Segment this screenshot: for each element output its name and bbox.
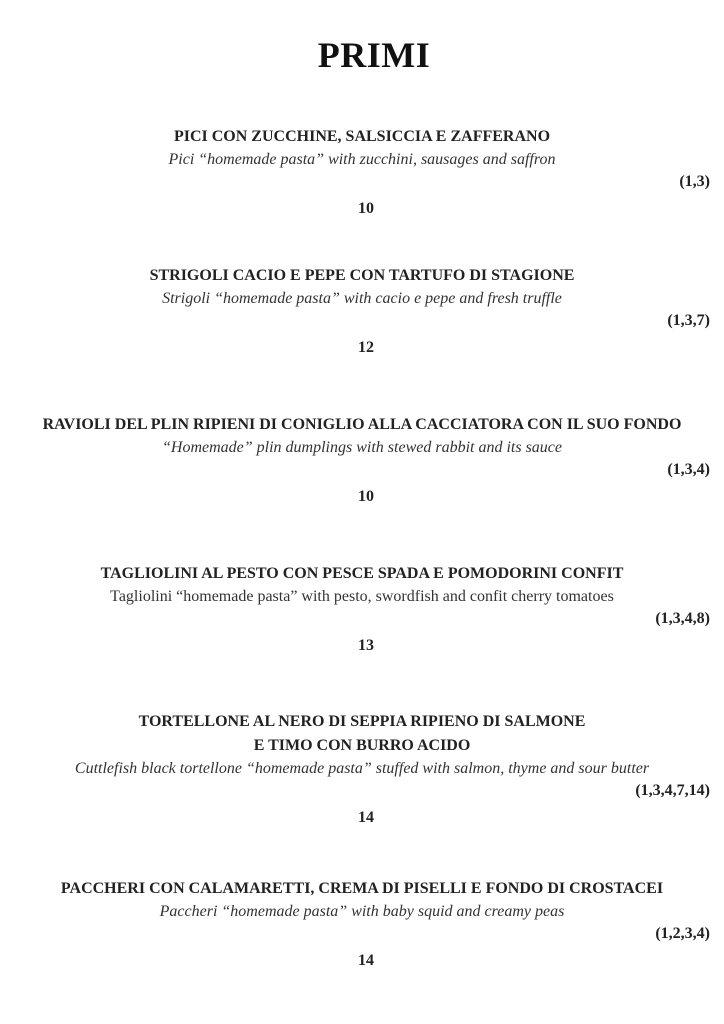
dish-description: Cuttlefish black tortellone “homemade pasta” stuffed with salmon, thyme and sour butter <box>74 760 650 777</box>
dish-name: TORTELLONE AL NERO DI SEPPIA RIPIENO DI SALMONE <box>138 713 586 730</box>
menu-item <box>0 877 724 945</box>
allergen-codes: (1,3,4) <box>667 461 710 478</box>
menu-item <box>0 413 724 481</box>
page-title: PRIMI <box>317 35 431 75</box>
dish-description: Strigoli “homemade pasta” with cacio e pepe and fresh truffle <box>162 290 562 307</box>
dish-name: PICI CON ZUCCHINE, SALSICCIA E ZAFFERANO <box>173 128 551 145</box>
dish-name-line-2: E TIMO CON BURRO ACIDO <box>253 737 471 754</box>
dish-name: RAVIOLI DEL PLIN RIPIENI DI CONIGLIO ALLA CACCIATORA CON IL SUO FONDO <box>42 416 682 433</box>
dish-description: “Homemade” plin dumplings with stewed rabbit and its sauce <box>162 439 562 456</box>
dish-description: Pici “homemade pasta” with zucchini, sausages and saffron <box>168 151 556 168</box>
menu-item <box>0 264 724 332</box>
dish-price: 14 <box>358 952 374 969</box>
allergen-codes: (1,3,7) <box>667 312 710 329</box>
dish-name: TAGLIOLINI AL PESTO CON PESCE SPADA E POMODORINI CONFIT <box>100 565 624 582</box>
allergen-codes: (1,3,4,7,14) <box>635 782 710 799</box>
allergen-codes: (1,2,3,4) <box>655 925 710 942</box>
dish-description: Paccheri “homemade pasta” with baby squid and creamy peas <box>159 903 565 920</box>
dish-price: 10 <box>358 488 374 505</box>
dish-price: 10 <box>358 200 374 217</box>
dish-price: 14 <box>358 809 374 826</box>
dish-name: STRIGOLI CACIO E PEPE CON TARTUFO DI STAGIONE <box>149 267 575 284</box>
menu-item <box>0 125 724 193</box>
allergen-codes: (1,3,4,8) <box>655 610 710 627</box>
dish-name: PACCHERI CON CALAMARETTI, CREMA DI PISELLI E FONDO DI CROSTACEI <box>60 880 664 897</box>
menu-item <box>0 710 724 802</box>
dish-price: 13 <box>358 637 374 654</box>
allergen-codes: (1,3) <box>679 173 710 190</box>
menu-item <box>0 562 724 630</box>
dish-description: Tagliolini “homemade pasta” with pesto, swordfish and confit cherry tomatoes <box>110 588 614 605</box>
dish-price: 12 <box>358 339 374 356</box>
